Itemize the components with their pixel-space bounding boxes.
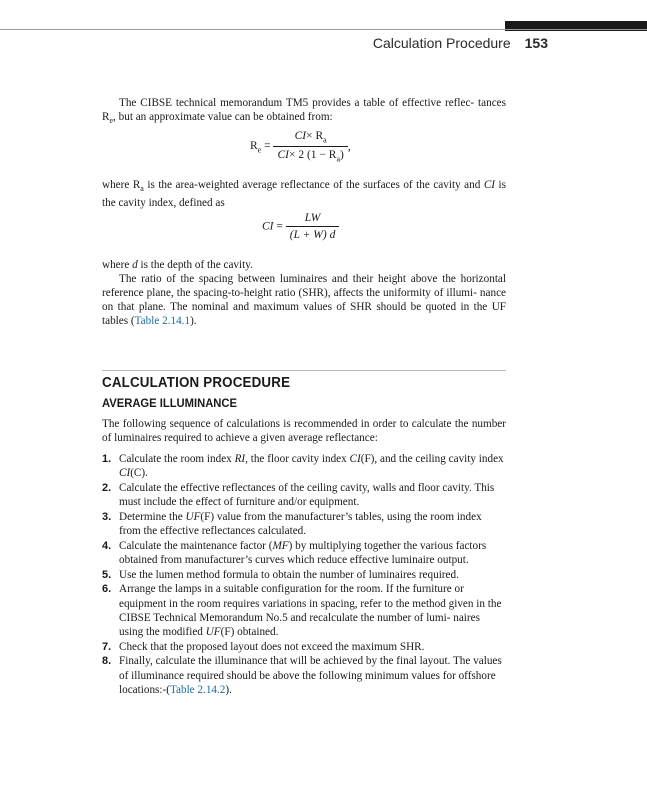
depth-definition: where d is the depth of the cavity. <box>102 259 253 271</box>
list-item: 7. Check that the proposed layout does not exceed the maximum SHR. <box>102 640 425 653</box>
calculation-steps-list <box>102 452 506 697</box>
table-2-14-1-link[interactable]: Table 2.14.1 <box>134 315 191 327</box>
page-number: 153 <box>524 35 548 51</box>
equation-effective-reflectance: $R_e$ = $\frac{CI\times R_a}{CI\times 2 (1 - R_a)}$ , <box>250 130 351 164</box>
table-2-14-2-link[interactable]: Table 2.14.2 <box>169 683 226 696</box>
list-item: 3. Determine the UF(F) value from the manufacturer’s tables, using the room index from the effective reflectances calculated. <box>102 510 482 538</box>
section-lead-paragraph: The following sequence of calculations is recommended in order to calculate the number of luminaires required to achieve a given average reflectance: <box>102 418 506 444</box>
equation-cavity-index: CI = $\frac{LW}{(L + W) d}$ <box>262 212 339 241</box>
running-header <box>0 35 548 51</box>
intro-paragraph: The CIBSE technical memorandum TM5 provides a table of effective reflec- tances $R_e$, but an approximate value can be obtained from: <box>102 97 506 126</box>
section-heading: CALCULATION PROCEDURE <box>102 375 291 391</box>
equation-fraction: $\frac{LW}{(L + W) d}$ <box>286 212 340 241</box>
list-item: 6. Arrange the lamps in a suitable configuration for the room. If the furniture or equipment in the room requires variations in spacing, refer to the method given in the CIBSE Technical Memorandum No.5 and recalculate the number of lumi- naires using the modified UF(F) obtained. <box>102 583 502 638</box>
section-divider <box>102 370 506 371</box>
list-item: 2. Calculate the effective reflectances of the ceiling cavity, walls and floor cavity. This must include the effect of furniture and/or equipment. <box>102 481 495 509</box>
section-subheading: AVERAGE ILLUMINANCE <box>102 396 237 410</box>
list-item: 5. Use the lumen method formula to obtain the number of luminaires required. <box>102 568 459 581</box>
list-item: 4. Calculate the maintenance factor (MF) by multiplying together the various factors obtained from manufacturer’s curves which reduce effective luminaire output. <box>102 539 487 566</box>
list-item: 1. Calculate the room index RI, the floor cavity index CI(F), and the ceiling cavity index CI(C). <box>102 453 504 480</box>
header-rule <box>0 29 647 30</box>
cavity-definition-paragraph: where $R_a$ is the area-weighted average reflectance of the surfaces of the cavity and CI is the cavity index, defined as <box>102 179 506 210</box>
shr-paragraph: The ratio of the spacing between luminaires and their height above the horizontal reference plane, the spacing-to-height ratio (SHR), affects the uniformity of illumi- nance on that plane. The nominal and maximum values of SHR should be quoted in the UF tables (Table 2.14.1). <box>102 273 506 327</box>
equation-fraction: $\frac{CI\times R_a}{CI\times 2 (1 - R_a)}$ <box>273 130 347 164</box>
list-item: 8. Finally, calculate the illuminance that will be achieved by the final layout. The values of illuminance required should be above the following minimum values for offshore locations:-(Table 2.14.2). <box>102 655 502 696</box>
running-title: Calculation Procedure <box>372 35 511 51</box>
